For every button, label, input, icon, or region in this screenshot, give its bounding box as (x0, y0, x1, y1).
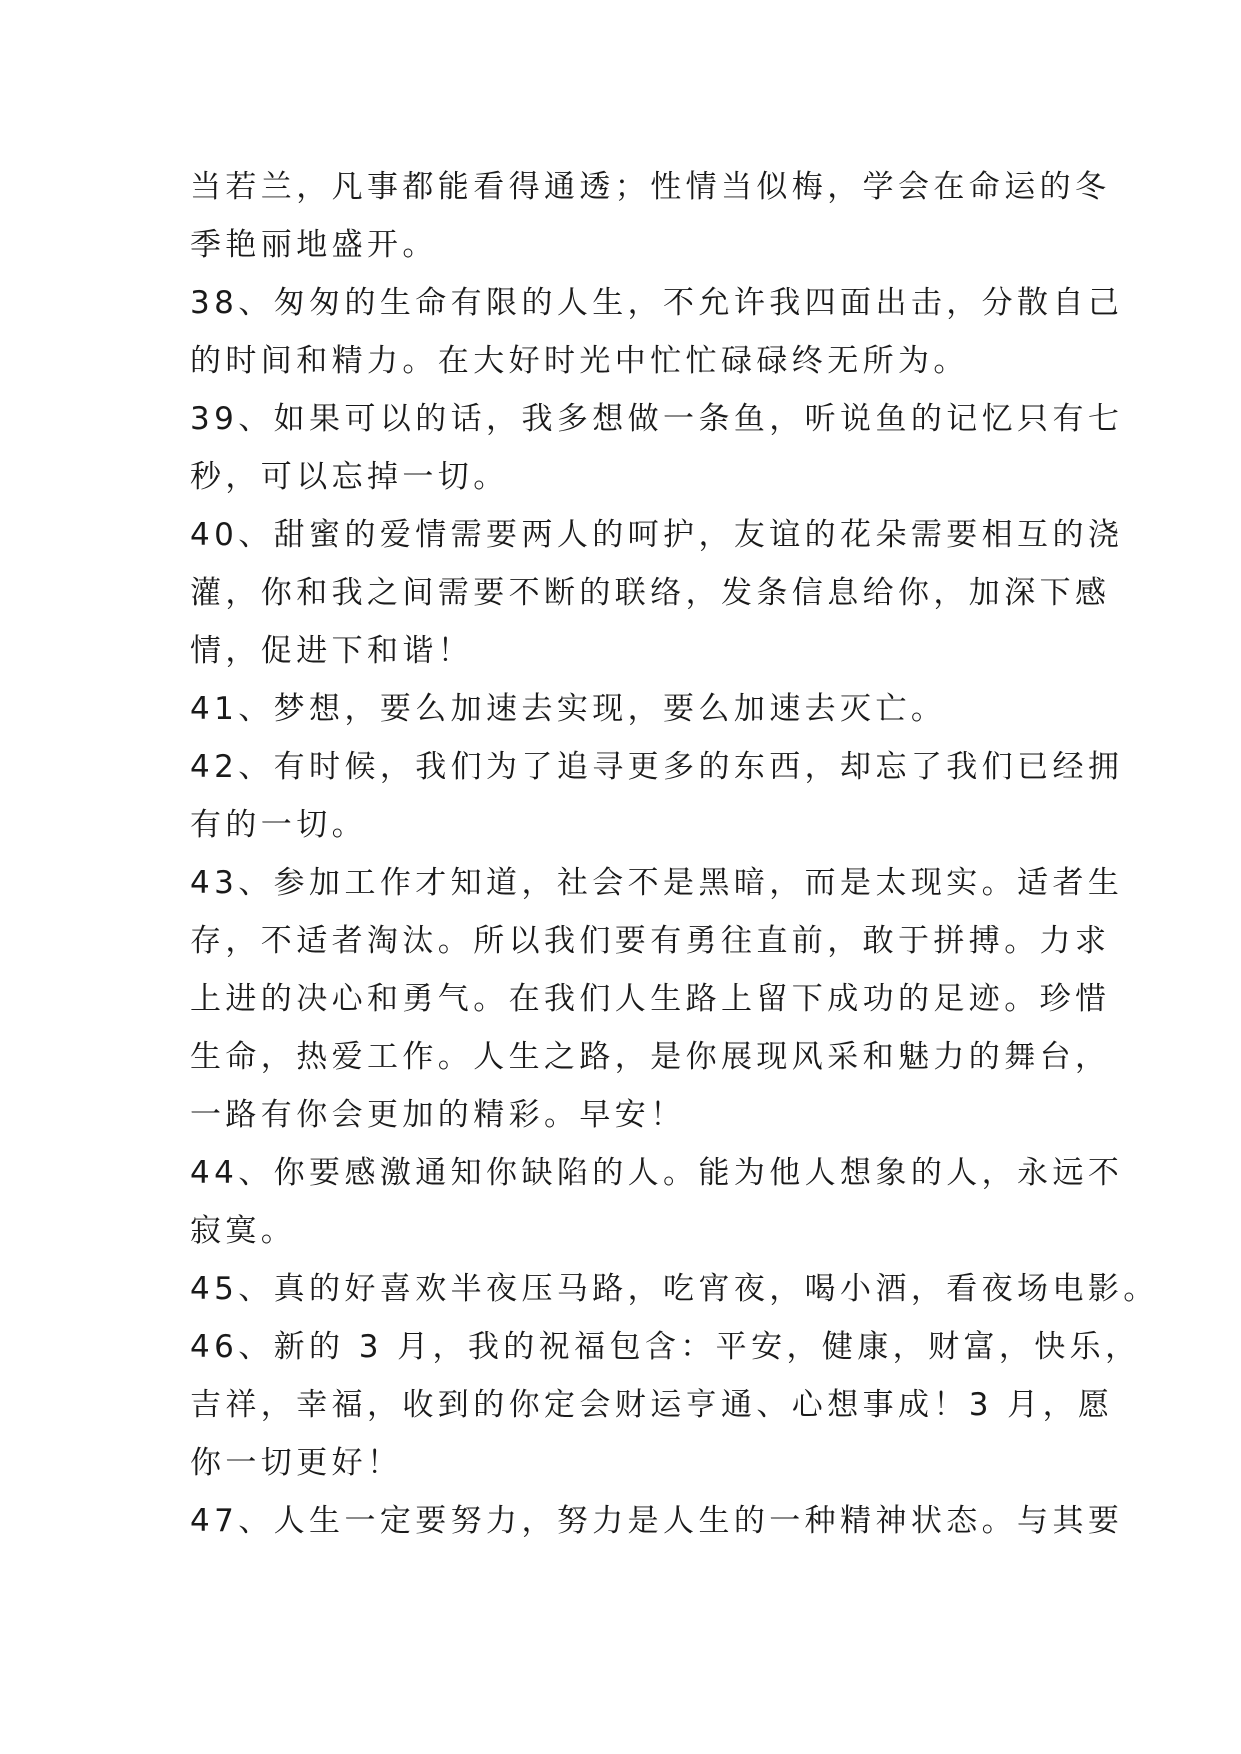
text-line: 你一切更好！ (190, 1445, 403, 1481)
text-line: 一路有你会更加的精彩。早安！ (190, 1097, 686, 1133)
document-body (190, 158, 1159, 1550)
text-line: 46、新的 3 月，我的祝福包含：平安，健康，财富，快乐， (190, 1329, 1141, 1365)
text-line: 生命，热爱工作。人生之路，是你展现风采和魅力的舞台， (190, 1039, 1111, 1075)
text-line: 43、参加工作才知道，社会不是黑暗，而是太现实。适者生 (190, 865, 1124, 901)
text-line: 42、有时候，我们为了追寻更多的东西，却忘了我们已经拥 (190, 749, 1124, 785)
text-line: 38、匆匆的生命有限的人生，不允许我四面出击，分散自己 (190, 285, 1124, 321)
text-line: 有的一切。 (190, 807, 367, 843)
text-line: 47、人生一定要努力，努力是人生的一种精神状态。与其要 (190, 1503, 1124, 1539)
text-line: 的时间和精力。在大好时光中忙忙碌碌终无所为。 (190, 343, 969, 379)
text-line: 45、真的好喜欢半夜压马路，吃宵夜，喝小酒，看夜场电影。 (190, 1271, 1159, 1307)
text-line: 寂寞。 (190, 1213, 297, 1249)
text-line: 上进的决心和勇气。在我们人生路上留下成功的足迹。珍惜 (190, 981, 1111, 1017)
text-line: 44、你要感激通知你缺陷的人。能为他人想象的人，永远不 (190, 1155, 1124, 1191)
text-line: 吉祥，幸福，收到的你定会财运亨通、心想事成！3 月，愿 (190, 1387, 1114, 1423)
text-line: 40、甜蜜的爱情需要两人的呵护，友谊的花朵需要相互的浇 (190, 517, 1124, 553)
text-line: 存，不适者淘汰。所以我们要有勇往直前，敢于拼搏。力求 (190, 923, 1111, 959)
text-line: 灌，你和我之间需要不断的联络，发条信息给你，加深下感 (190, 575, 1111, 611)
text-line: 情，促进下和谐！ (190, 633, 474, 669)
text-line: 41、梦想，要么加速去实现，要么加速去灭亡。 (190, 691, 947, 727)
text-line: 39、如果可以的话，我多想做一条鱼，听说鱼的记忆只有七 (190, 401, 1124, 437)
text-line: 季艳丽地盛开。 (190, 227, 438, 263)
text-line: 当若兰，凡事都能看得通透；性情当似梅，学会在命运的冬 (190, 169, 1111, 205)
text-line: 秒，可以忘掉一切。 (190, 459, 509, 495)
